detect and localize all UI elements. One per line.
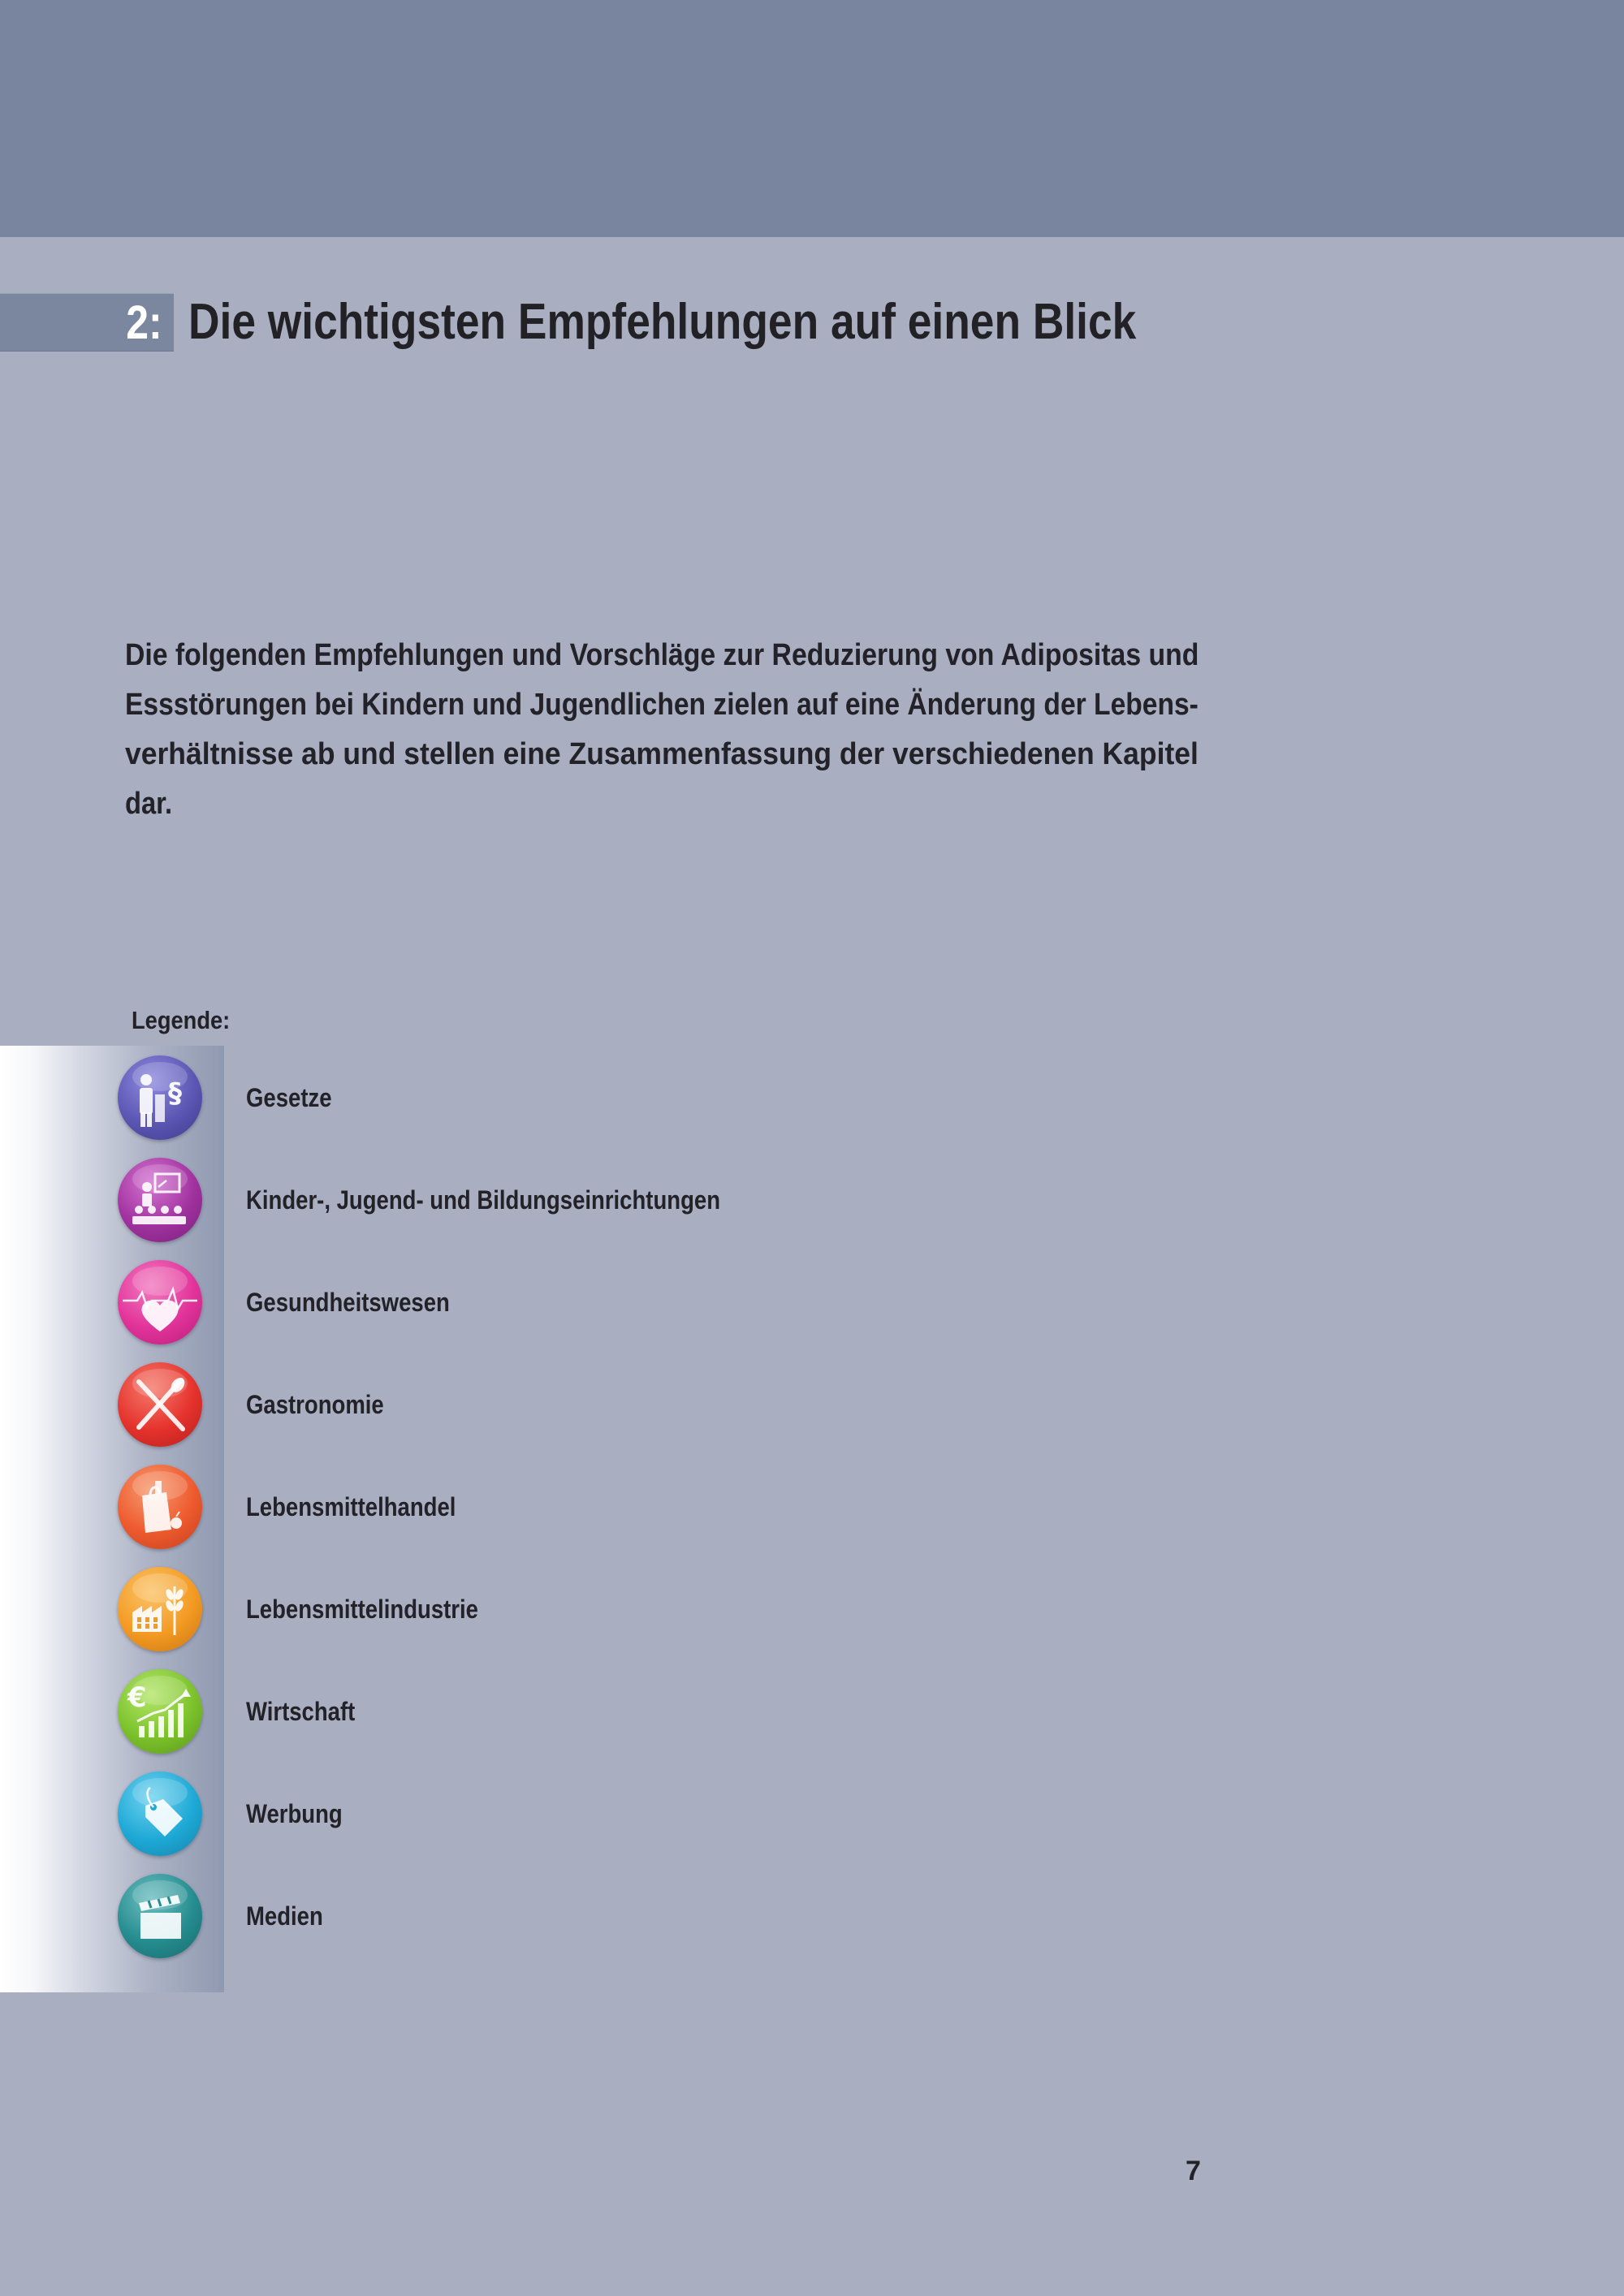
intro-line: dar. [125, 787, 173, 821]
legend-item [0, 1762, 974, 1864]
intro-line: Die folgenden Empfehlungen und Vorschläge zur Reduzierung von Adipositas und [125, 638, 1199, 672]
euro-growth-icon [118, 1669, 202, 1754]
legend-item-label: Gesundheitswesen [246, 1288, 450, 1317]
shopping-bag-icon [118, 1465, 202, 1549]
legend-label: Legende: [132, 1006, 231, 1034]
classroom-icon [118, 1158, 202, 1242]
legend-item [0, 1659, 974, 1762]
law-paragraph-icon [118, 1055, 202, 1140]
legend-item-label: Werbung [246, 1799, 343, 1828]
price-tag-icon [118, 1772, 202, 1856]
cutlery-icon [118, 1362, 202, 1447]
legend-item [0, 1250, 974, 1353]
intro-line: Essstörungen bei Kindern und Jugendlichen zielen auf eine Änderung der Lebens- [125, 688, 1199, 722]
page-number: 7 [1186, 2156, 1201, 2186]
factory-wheat-icon [118, 1567, 202, 1651]
legend-item-label: Lebensmittelhandel [246, 1492, 456, 1521]
legend-item [0, 1353, 974, 1455]
legend-item [0, 1557, 974, 1659]
section-number-tab [0, 293, 174, 352]
intro-line: verhältnisse ab und stellen eine Zusammenfassung der verschiedenen Kapitel [125, 737, 1199, 771]
legend-item [0, 1046, 974, 1148]
legend-item-label: Medien [246, 1901, 323, 1931]
section-title: Die wichtigsten Empfehlungen auf einen Blick [188, 294, 1137, 350]
header-band [0, 0, 1624, 237]
legend-item-label: Wirtschaft [246, 1697, 356, 1726]
svg-text:€: € [127, 1681, 147, 1714]
legend-item [0, 1148, 974, 1250]
legend-item [0, 1455, 974, 1557]
legend-item-label: Kinder-, Jugend- und Bildungseinrichtungen [246, 1185, 721, 1215]
section-number: 2: [126, 296, 162, 349]
heart-pulse-icon [118, 1260, 202, 1344]
legend-item-label: Lebensmittelindustrie [246, 1595, 478, 1624]
clapperboard-icon [118, 1874, 202, 1958]
legend-item [0, 1864, 974, 1966]
section-heading [0, 293, 1218, 352]
svg-text:§: § [168, 1077, 182, 1110]
legend-item-label: Gastronomie [246, 1390, 384, 1419]
intro-paragraph [125, 631, 1199, 829]
legend-item-label: Gesetze [246, 1083, 332, 1112]
